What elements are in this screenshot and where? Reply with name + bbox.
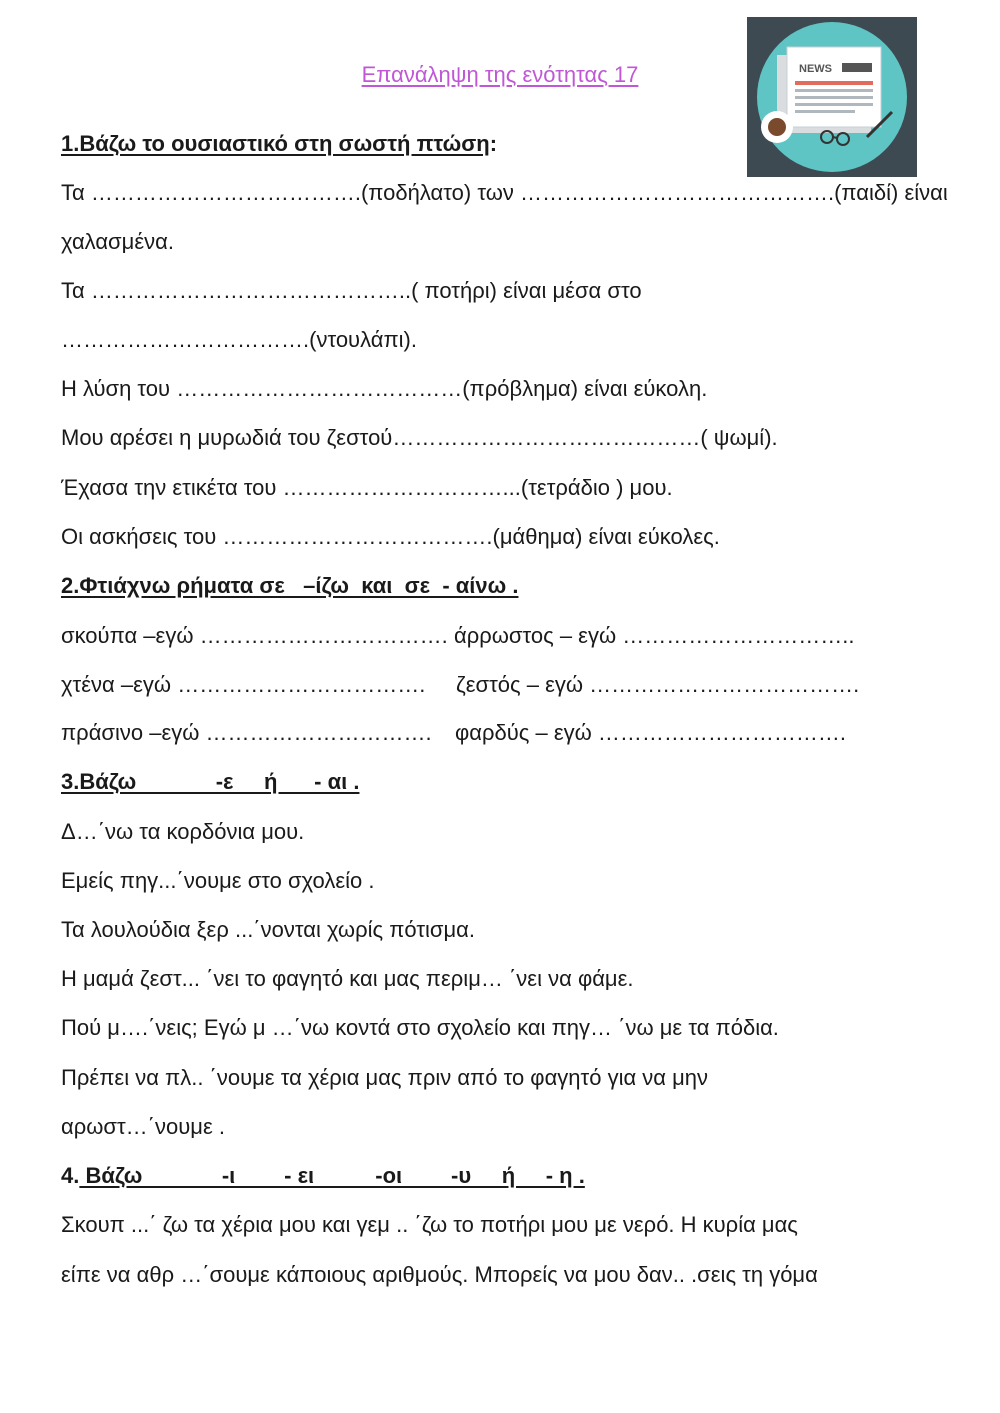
section3-heading: 3.Βάζω -ε ή - αι . (61, 769, 360, 794)
exercise-line: χαλασμένα. (61, 229, 174, 254)
verb-row-right: άρρωστος – εγώ ………………………….. (454, 623, 855, 648)
exercise-line: Τα ……………………………….(ποδήλατο) των …………………………………….(παιδί) είναι (61, 180, 948, 205)
exercise-line: Σκουπ ...΄ ζω τα χέρια μου και γεμ .. ΄ζω το ποτήρι μου με νερό. Η κυρία μας (61, 1212, 798, 1237)
news-icon (747, 17, 917, 177)
exercise-line: Μου αρέσει η μυρωδιά του ζεστού……………………………………( ψωμί). (61, 425, 778, 450)
section4-heading: 4. Βάζω -ι - ει -οι -υ ή - η . (61, 1163, 585, 1188)
exercise-line: Πού μ….΄νεις; Εγώ μ …΄νω κοντά στο σχολείο και πηγ… ΄νω με τα πόδια. (61, 1015, 779, 1040)
exercise-line: Η λύση του …………………………………(πρόβλημα) είναι εύκολη. (61, 376, 708, 401)
exercise-line: Τα λουλούδια ξερ ...΄νονται χωρίς πότισμα. (61, 917, 475, 942)
verb-row-left: πράσινο –εγώ …………………………. (61, 720, 432, 745)
section2-heading: 2.Φτιάχνω ρήματα σε –ίζω και σε - αίνω . (61, 573, 519, 598)
exercise-line: Δ…΄νω τα κορδόνια μου. (61, 819, 305, 844)
verb-row-right: ζεστός – εγώ ………………………………. (456, 672, 860, 697)
exercise-line: αρωστ…΄νουμε . (61, 1114, 225, 1139)
exercise-line: Έχασα την ετικέτα του …………………………...(τετράδιο ) μου. (61, 475, 673, 500)
section1-heading: 1.Βάζω το ουσιαστικό στη σωστή πτώση: (61, 131, 498, 156)
exercise-line: Η μαμά ζεστ... ΄νει το φαγητό και μας περιμ… ΄νει να φάμε. (61, 966, 634, 991)
newspaper-coffee-icon (747, 17, 917, 177)
news-label: NEWS (799, 63, 832, 75)
page-title: Επανάληψη της ενότητας 17 (361, 62, 639, 87)
verb-row-left: χτένα –εγώ ……………………………. (61, 672, 426, 697)
exercise-line: …………………………….(ντουλάπι). (61, 327, 417, 352)
verb-row-left: σκούπα –εγώ ……………………………. (61, 623, 448, 648)
exercise-line: είπε να αθρ …΄σουμε κάποιους αριθμούς. Μπορείς να μου δαν.. .σεις τη γόμα (61, 1262, 818, 1287)
exercise-line: Οι ασκήσεις του ……………………………….(μάθημα) είναι εύκολες. (61, 524, 720, 549)
exercise-line: Εμείς πηγ...΄νουμε στο σχολείο . (61, 868, 375, 893)
exercise-line: Τα ……………………………………..( ποτήρι) είναι μέσα στο (61, 278, 642, 303)
exercise-line: Πρέπει να πλ.. ΄νουμε τα χέρια μας πριν από το φαγητό για να μην (61, 1065, 709, 1090)
verb-row-right: φαρδύς – εγώ ……………………………. (455, 720, 847, 745)
